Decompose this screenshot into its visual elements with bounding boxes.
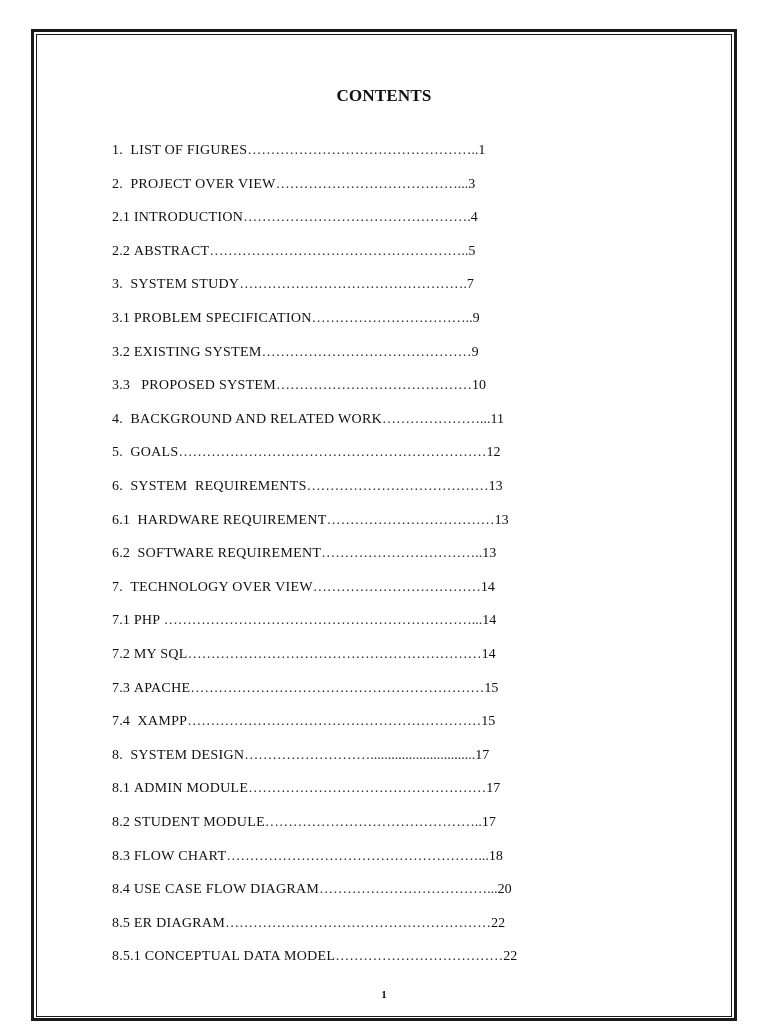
toc-entry-leader: ………………………………………………..: [209, 243, 469, 259]
toc-entry-leader: ………………………………………………………: [190, 680, 485, 696]
toc-entry-number: 8.5.1: [112, 949, 145, 965]
toc-entry: [112, 712, 495, 732]
toc-entry-page: 13: [494, 512, 509, 528]
toc-entry-page: 12: [486, 445, 501, 461]
toc-entry-leader: ……………………………………: [276, 378, 473, 394]
toc-entry-leader: ………………………………………….: [239, 277, 467, 293]
toc-entry-page: 17: [481, 815, 496, 830]
toc-entry-number: 7.3: [112, 680, 134, 696]
toc-entry-number: 1.: [112, 143, 131, 158]
toc-entry-number: 7.2: [112, 647, 134, 662]
toc-entry-number: 6.: [112, 479, 131, 494]
toc-entry-page: 15: [481, 714, 496, 730]
toc-entry-leader: …………………...: [382, 411, 491, 427]
toc-entry-title: TECHNOLOGY OVER VIEW: [130, 579, 313, 595]
toc-entry-page: 13: [482, 546, 497, 562]
toc-entry-leader: ………………………………: [326, 512, 495, 528]
toc-entry-title: PROJECT OVER VIEW: [130, 176, 276, 192]
toc-entry-page: 7: [466, 277, 474, 293]
toc-entry-page: 13: [488, 479, 503, 494]
toc-entry: [112, 443, 500, 463]
toc-entry-leader: …………………………………: [306, 479, 489, 494]
toc-entry-number: 6.1: [112, 512, 138, 528]
toc-entry-page: 3: [468, 176, 476, 192]
toc-entry-title: GOALS: [130, 445, 179, 461]
toc-entry-number: 8.: [112, 747, 131, 763]
toc-entry: [112, 477, 503, 497]
toc-entry-title: CONCEPTUAL DATA MODEL: [144, 949, 336, 965]
toc-entry-leader: …………………………………………………: [225, 915, 492, 931]
toc-entry-number: 4.: [112, 411, 131, 427]
toc-entry: [112, 544, 496, 564]
toc-entry-page: 10: [472, 378, 487, 394]
toc-entry: [112, 779, 500, 799]
toc-entry-title: BACKGROUND AND RELATED WORK: [130, 411, 382, 427]
page-number: 1: [381, 989, 387, 1001]
toc-entry: [112, 175, 475, 195]
toc-entry-title: PHP: [133, 613, 164, 629]
toc-entry-leader: …………………………………………………………: [178, 445, 487, 461]
toc-entry-leader: ………………………………: [312, 579, 481, 595]
toc-entry: [112, 611, 496, 631]
toc-entry: [112, 746, 489, 766]
toc-entry-leader: ………………………..............................: [244, 747, 476, 763]
toc-entry-leader: ………………………………………………………: [187, 647, 482, 662]
toc-entry: [112, 914, 505, 934]
toc-entry-page: 14: [482, 613, 497, 629]
toc-entry-number: 6.2: [112, 546, 138, 562]
toc-entry-number: 3.3: [112, 378, 142, 394]
toc-entry: [112, 376, 486, 396]
toc-entry-leader: ………………………………………..: [264, 815, 482, 830]
toc-entry-number: 7.: [112, 579, 131, 595]
toc-entry-number: 8.1: [112, 781, 134, 797]
toc-entry-title: PROPOSED SYSTEM: [141, 378, 277, 394]
toc-entry-page: 17: [475, 747, 490, 763]
toc-entry-page: 9: [471, 344, 479, 360]
toc-entry-number: 8.4: [112, 882, 134, 898]
toc-entry-leader: ………………………………………………...: [226, 848, 489, 864]
toc-entry-page: 5: [468, 243, 476, 259]
toc-entry: [112, 947, 517, 967]
toc-entry-page: 22: [491, 915, 506, 931]
toc-entry-number: 3.2: [112, 344, 134, 360]
toc-entry: [112, 578, 495, 598]
toc-entry-title: XAMPP: [137, 714, 188, 730]
toc-entry-page: 9: [472, 311, 480, 326]
toc-entry-page: 14: [481, 647, 496, 662]
toc-entry: [112, 309, 480, 329]
toc-entry-number: 7.1: [112, 613, 134, 629]
toc-entry-leader: ………………………………………….: [243, 210, 471, 226]
toc-entry-page: 17: [486, 781, 501, 797]
toc-entry-page: 20: [497, 882, 512, 898]
toc-entry: [112, 847, 503, 867]
toc-entry-leader: …………………………………………………………...: [163, 613, 483, 629]
toc-entry-title: SYSTEM DESIGN: [130, 747, 245, 763]
toc-entry-number: 2.1: [112, 210, 134, 226]
toc-entry-title: MY SQL: [133, 647, 188, 662]
toc-entry-leader: ……………………………..: [321, 546, 483, 562]
toc-entry: [112, 242, 475, 262]
toc-entry-title: LIST OF FIGURES: [130, 143, 248, 158]
toc-entry-number: 7.4: [112, 714, 138, 730]
toc-entry-number: 8.5: [112, 915, 134, 931]
toc-entry-title: USE CASE FLOW DIAGRAM: [133, 882, 320, 898]
toc-entry-page: 1: [478, 143, 486, 158]
toc-entry-leader: …………………………………………..: [247, 143, 479, 158]
toc-entry-number: 3.1: [112, 311, 134, 326]
toc-entry-leader: ……………………………………………: [248, 781, 487, 797]
toc-entry-title: STUDENT MODULE: [133, 815, 265, 830]
toc-entry: [112, 208, 478, 228]
toc-entry: [112, 813, 496, 833]
page-title: CONTENTS: [336, 86, 432, 105]
toc-entry-page: 11: [490, 411, 504, 427]
toc-entry-title: HARDWARE REQUIREMENT: [137, 512, 327, 528]
toc-entry-leader: ………………………………...: [319, 882, 498, 898]
toc-entry: [112, 141, 485, 161]
toc-entry: [112, 410, 504, 430]
toc-entry: [112, 645, 496, 665]
toc-entry: [112, 275, 474, 295]
toc-entry-number: 5.: [112, 445, 131, 461]
toc-entry-number: 2.: [112, 176, 131, 192]
toc-entry-page: 4: [470, 210, 478, 226]
toc-entry-title: PROBLEM SPECIFICATION: [133, 311, 312, 326]
toc-entry: [112, 343, 479, 363]
toc-entry-leader: …………………………………...: [275, 176, 469, 192]
toc-entry-title: SYSTEM REQUIREMENTS: [130, 479, 307, 494]
toc-entry-title: SOFTWARE REQUIREMENT: [137, 546, 322, 562]
toc-entry-title: EXISTING SYSTEM: [133, 344, 262, 360]
toc-entry: [112, 679, 498, 699]
toc-entry: [112, 880, 512, 900]
toc-entry-title: ABSTRACT: [133, 243, 210, 259]
toc-entry-title: ADMIN MODULE: [133, 781, 249, 797]
toc-entry-title: APACHE: [133, 680, 191, 696]
toc-entry-number: 3.: [112, 277, 131, 293]
toc-entry-number: 8.3: [112, 848, 134, 864]
toc-entry-title: INTRODUCTION: [133, 210, 244, 226]
toc-entry-leader: ……………………………..: [311, 311, 473, 326]
toc-entry: [112, 511, 509, 531]
toc-entry-title: FLOW CHART: [133, 848, 227, 864]
toc-entry-leader: ………………………………: [335, 949, 504, 965]
toc-entry-title: ER DIAGRAM: [133, 915, 226, 931]
toc-entry-title: SYSTEM STUDY: [130, 277, 240, 293]
toc-entry-page: 22: [503, 949, 518, 965]
toc-entry-page: 18: [488, 848, 503, 864]
toc-entry-leader: ………………………………………: [261, 344, 472, 360]
toc-entry-page: 14: [480, 579, 495, 595]
toc-entry-leader: ………………………………………………………: [187, 714, 482, 730]
toc-entry-number: 8.2: [112, 815, 134, 830]
toc-entry-page: 15: [484, 680, 499, 696]
toc-entry-number: 2.2: [112, 243, 134, 259]
